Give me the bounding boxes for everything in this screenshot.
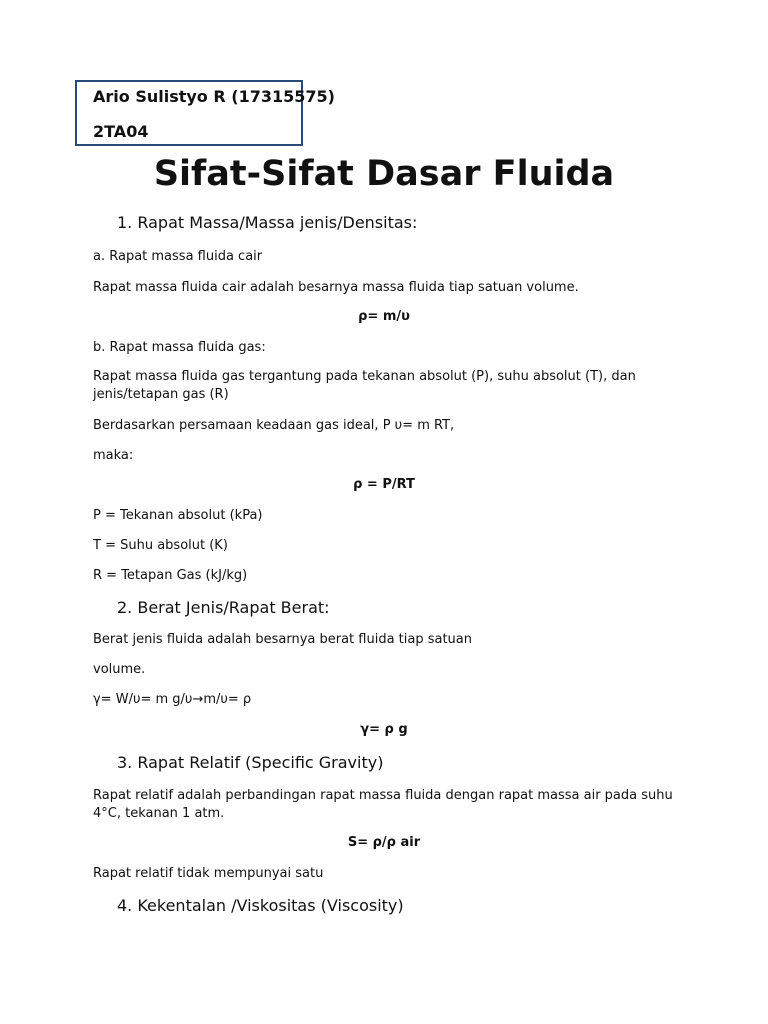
section-1-gas-paragraph: Rapat massa fluida gas tergantung pada tekanan absolut (P), suhu absolut (T), dan jenis/tetapan gas (R) [93, 369, 636, 402]
specific-weight-derivation: γ= W/υ= m g/υ→m/υ= ρ [93, 692, 252, 707]
section-1-heading: 1. Rapat Massa/Massa jenis/Densitas: [117, 213, 418, 232]
density-liquid-formula: ρ= m/υ [358, 309, 410, 324]
author-class: 2TA04 [93, 122, 149, 141]
density-gas-formula: ρ = P/RT [353, 477, 415, 492]
definition-p: P = Tekanan absolut (kPa) [93, 508, 263, 523]
section-4-heading: 4. Kekentalan /Viskositas (Viscosity) [117, 896, 404, 915]
section-1-subheading-b: b. Rapat massa fluida gas: [93, 340, 266, 355]
document-title: Sifat-Sifat Dasar Fluida [153, 154, 615, 194]
specific-weight-formula: γ= ρ g [360, 722, 408, 737]
author-name: Ario Sulistyo R (17315575) [93, 87, 335, 106]
section-2-paragraph-line-2: volume. [93, 662, 146, 677]
section-2-paragraph-line-1: Berat jenis fluida adalah besarnya berat fluida tiap satuan [93, 632, 473, 647]
specific-gravity-formula: S= ρ/ρ air [347, 835, 421, 850]
definition-t: T = Suhu absolut (K) [93, 538, 228, 553]
section-3-paragraph: Rapat relatif adalah perbandingan rapat massa fluida dengan rapat massa air pada suhu 4°C, tekanan 1 atm. [93, 788, 673, 821]
ideal-gas-paragraph: Berdasarkan persamaan keadaan gas ideal, P υ= m RT, [93, 418, 455, 433]
section-3-heading: 3. Rapat Relatif (Specific Gravity) [117, 753, 384, 772]
section-1-subheading-a: a. Rapat massa fluida cair [93, 249, 263, 264]
section-2-heading: 2. Berat Jenis/Rapat Berat: [117, 598, 330, 617]
section-3-note: Rapat relatif tidak mempunyai satu [93, 866, 324, 881]
maka-text: maka: [93, 448, 134, 463]
definition-r: R = Tetapan Gas (kJ/kg) [93, 568, 248, 583]
section-1-paragraph: Rapat massa fluida cair adalah besarnya massa fluida tiap satuan volume. [93, 280, 579, 295]
